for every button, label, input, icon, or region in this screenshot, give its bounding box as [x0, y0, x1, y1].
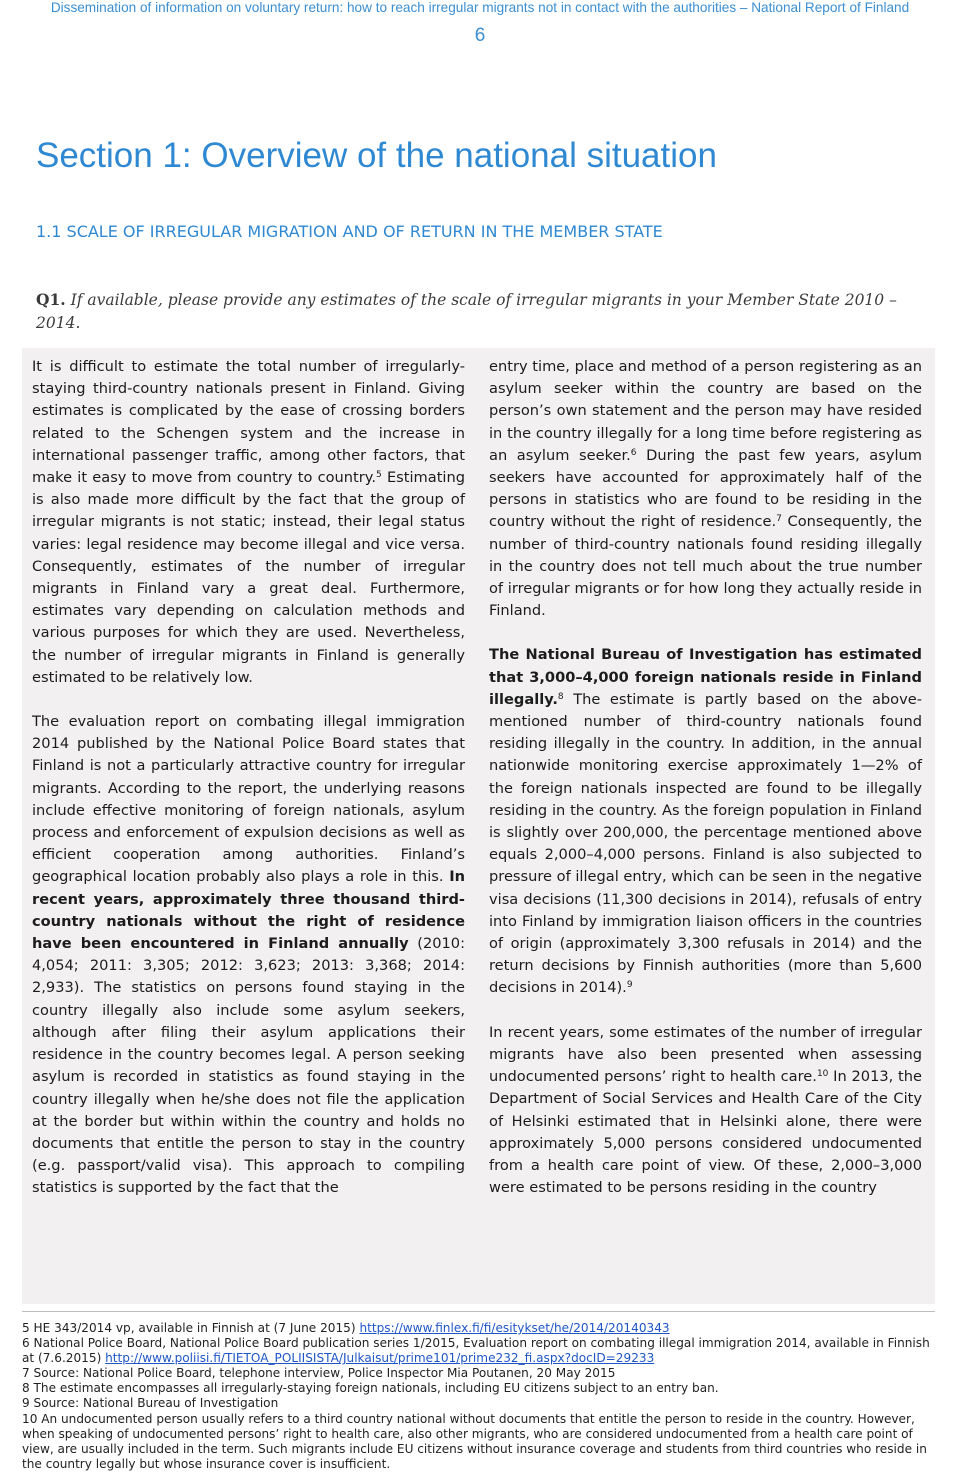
running-header: Dissemination of information on voluntary return: how to reach irregular migrants not in contact with the authorities – National Report of Finland	[50, 0, 910, 15]
page-number: 6	[474, 25, 486, 46]
highlight-statement: In recent years, approximately three thousand third-country nationals without the right of residence have been encountered in Finland annually	[32, 868, 466, 953]
footnote-7: 7 Source: National Police Board, telephone interview, Police Inspector Mia Poutanen, 20 May 2015	[22, 1366, 616, 1381]
footnote-6: 6 National Police Board, National Police Board publication series 1/2015, Evaluation report on combating illegal immigration 2014, available in Finnish at (7.6.2015) http://www.poliisi.fi/TIETOA_POLIISISTA/Julkaisut/prime101/prime232_fi.aspx?docID=29233	[22, 1336, 930, 1366]
right-paragraph-1: entry time, place and method of a person registering as an asylum seeker within the country are based on the person’s own statement and the person may have resided in the country illegally for a long time before registering as an asylum seeker.$^6$ During the past few years, asylum seekers have accounted for approximately half of the persons in statistics who are found to be residing in the country without the right of residence.$^7$ Consequently, the number of third-country nationals found residing illegally in the country does not tell much about the true number of irregular migrants or for how long they actually reside in Finland.	[489, 358, 922, 620]
footnote-10: 10 An undocumented person usually refers to a third country national without documents that entitle the person to reside in the country. However, when speaking of undocumented persons’ right to health care, also other migrants, who are considered undocumented from a health care point of view, are usually included in the term. Such migrants include EU citizens without insurance coverage and students from third countries who reside in the country legally but whose insurance cover is insufficient.	[22, 1411, 927, 1471]
footnote-ref-9[interactable]: 9	[626, 980, 633, 991]
footnote-ref-5[interactable]: 5	[375, 470, 382, 481]
footnote-ref-8[interactable]: 8	[557, 691, 564, 702]
footnote-5-link[interactable]: https://www.finlex.fi/fi/esitykset/he/2014/20140343	[359, 1321, 670, 1335]
footnote-9: 9 Source: National Bureau of Investigation	[22, 1396, 279, 1411]
left-column	[32, 356, 465, 1200]
highlight-statement: The National Bureau of Investigation has estimated that 3,000–4,000 foreign nationals reside in Finland illegally.	[489, 646, 922, 708]
subsection-title: 1.1 SCALE OF IRREGULAR MIGRATION AND OF RETURN IN THE MEMBER STATE	[36, 222, 663, 241]
footnotes	[22, 1321, 931, 1472]
footnote-6-link[interactable]: http://www.poliisi.fi/TIETOA_POLIISISTA/Julkaisut/prime101/prime232_fi.aspx?docID=29233	[105, 1351, 655, 1366]
left-paragraph-1: It is difficult to estimate the total number of irregularly-staying third-country nationals present in Finland. Giving estimates is complicated by the ease of crossing borders related to the Schengen system and the increase in international passenger traffic, among other factors, that make it easy to move from country to country.$^5$ Estimating is also made more difficult by the fact that the group of irregular migrants is not static; instead, their legal status varies: legal residence may become illegal and vice versa. Consequently, estimates of the number of irregular migrants in Finland vary a great deal. Furthermore, estimates vary depending on calculation methods and various purposes for which they are used. Nevertheless, the number of irregular migrants in Finland is generally estimated to be relatively low.	[32, 358, 465, 686]
footnote-ref-7[interactable]: 7	[776, 514, 782, 525]
footnote-8: 8 The estimate encompasses all irregularly-staying foreign nationals, including EU citizens subject to an entry ban.	[22, 1381, 719, 1396]
right-paragraph-2: The National Bureau of Investigation has estimated that 3,000–4,000 foreign nationals reside in Finland illegally.$^8$ The estimate is partly based on the above-mentioned number of third-country nationals found residing illegally in the country. In addition, in the annual nationwide monitoring exercise approximately 1—2% of the foreign nationals inspected are found to be illegally residing in the country. As the foreign population in Finland is slightly over 200,000, the percentage mentioned above equals 2,000–4,000 persons. Finland is also subjected to pressure of illegal entry, which can be seen in the negative visa decisions (11,300 decisions in 2014), refusals of entry into Finland by immigration liaison officers in the countries of origin (approximately 3,300 refusals in 2014) and the return decisions by Finnish authorities (more than 5,600 decisions in 2014).$^9$	[489, 646, 922, 997]
question-text: If available, please provide any estimates of the scale of irregular migrants in your Member State 2010 – 2014.	[36, 291, 897, 332]
question-q1	[36, 289, 936, 334]
footnote-divider	[22, 1311, 935, 1312]
footnote-ref-10[interactable]: 10	[816, 1069, 829, 1080]
right-column	[489, 356, 922, 1199]
right-paragraph-3: In recent years, some estimates of the number of irregular migrants have also been presented when assessing undocumented persons’ right to health care.$^{10}$ In 2013, the Department of Social Services and Health Care of the City of Helsinki estimated that in Helsinki alone, there were approximately 5,000 persons considered undocumented from a health care point of view. Of these, 2,000–3,000 were estimated to be persons residing in the country	[489, 1023, 923, 1197]
footnote-5: 5 HE 343/2014 vp, available in Finnish at (7 June 2015) https://www.finlex.fi/fi/esitykset/he/2014/20140343	[22, 1321, 670, 1335]
left-paragraph-2: The evaluation report on combating illegal immigration 2014 published by the National Police Board states that Finland is not a particularly attractive country for irregular migrants. According to the report, the underlying reasons include effective monitoring of foreign nationals, asylum process and enforcement of expulsion decisions as well as efficient cooperation among authorities. Finland’s geographical location probably also plays a role in this. In recent years, approximately three thousand third-country nationals without the right of residence have been encountered in Finland annually (2010: 4,054; 2011: 3,305; 2012: 3,623; 2013: 3,368; 2014: 2,933). The statistics on persons found staying in the country illegally also include some asylum seekers, although after filing their asylum applications their residence in the country becomes legal. A person seeking asylum is recorded in statistics as found staying in the country illegally when he/she does not file the application at the border but within within the country and holds no documents that entitle the person to stay in the country (e.g. passport/valid visa). This approach to compiling statistics is supported by the fact that the	[32, 713, 466, 1197]
section-title: Section 1: Overview of the national situation	[36, 136, 717, 175]
footnote-ref-6[interactable]: 6	[630, 447, 637, 458]
question-number: Q1.	[36, 290, 66, 309]
